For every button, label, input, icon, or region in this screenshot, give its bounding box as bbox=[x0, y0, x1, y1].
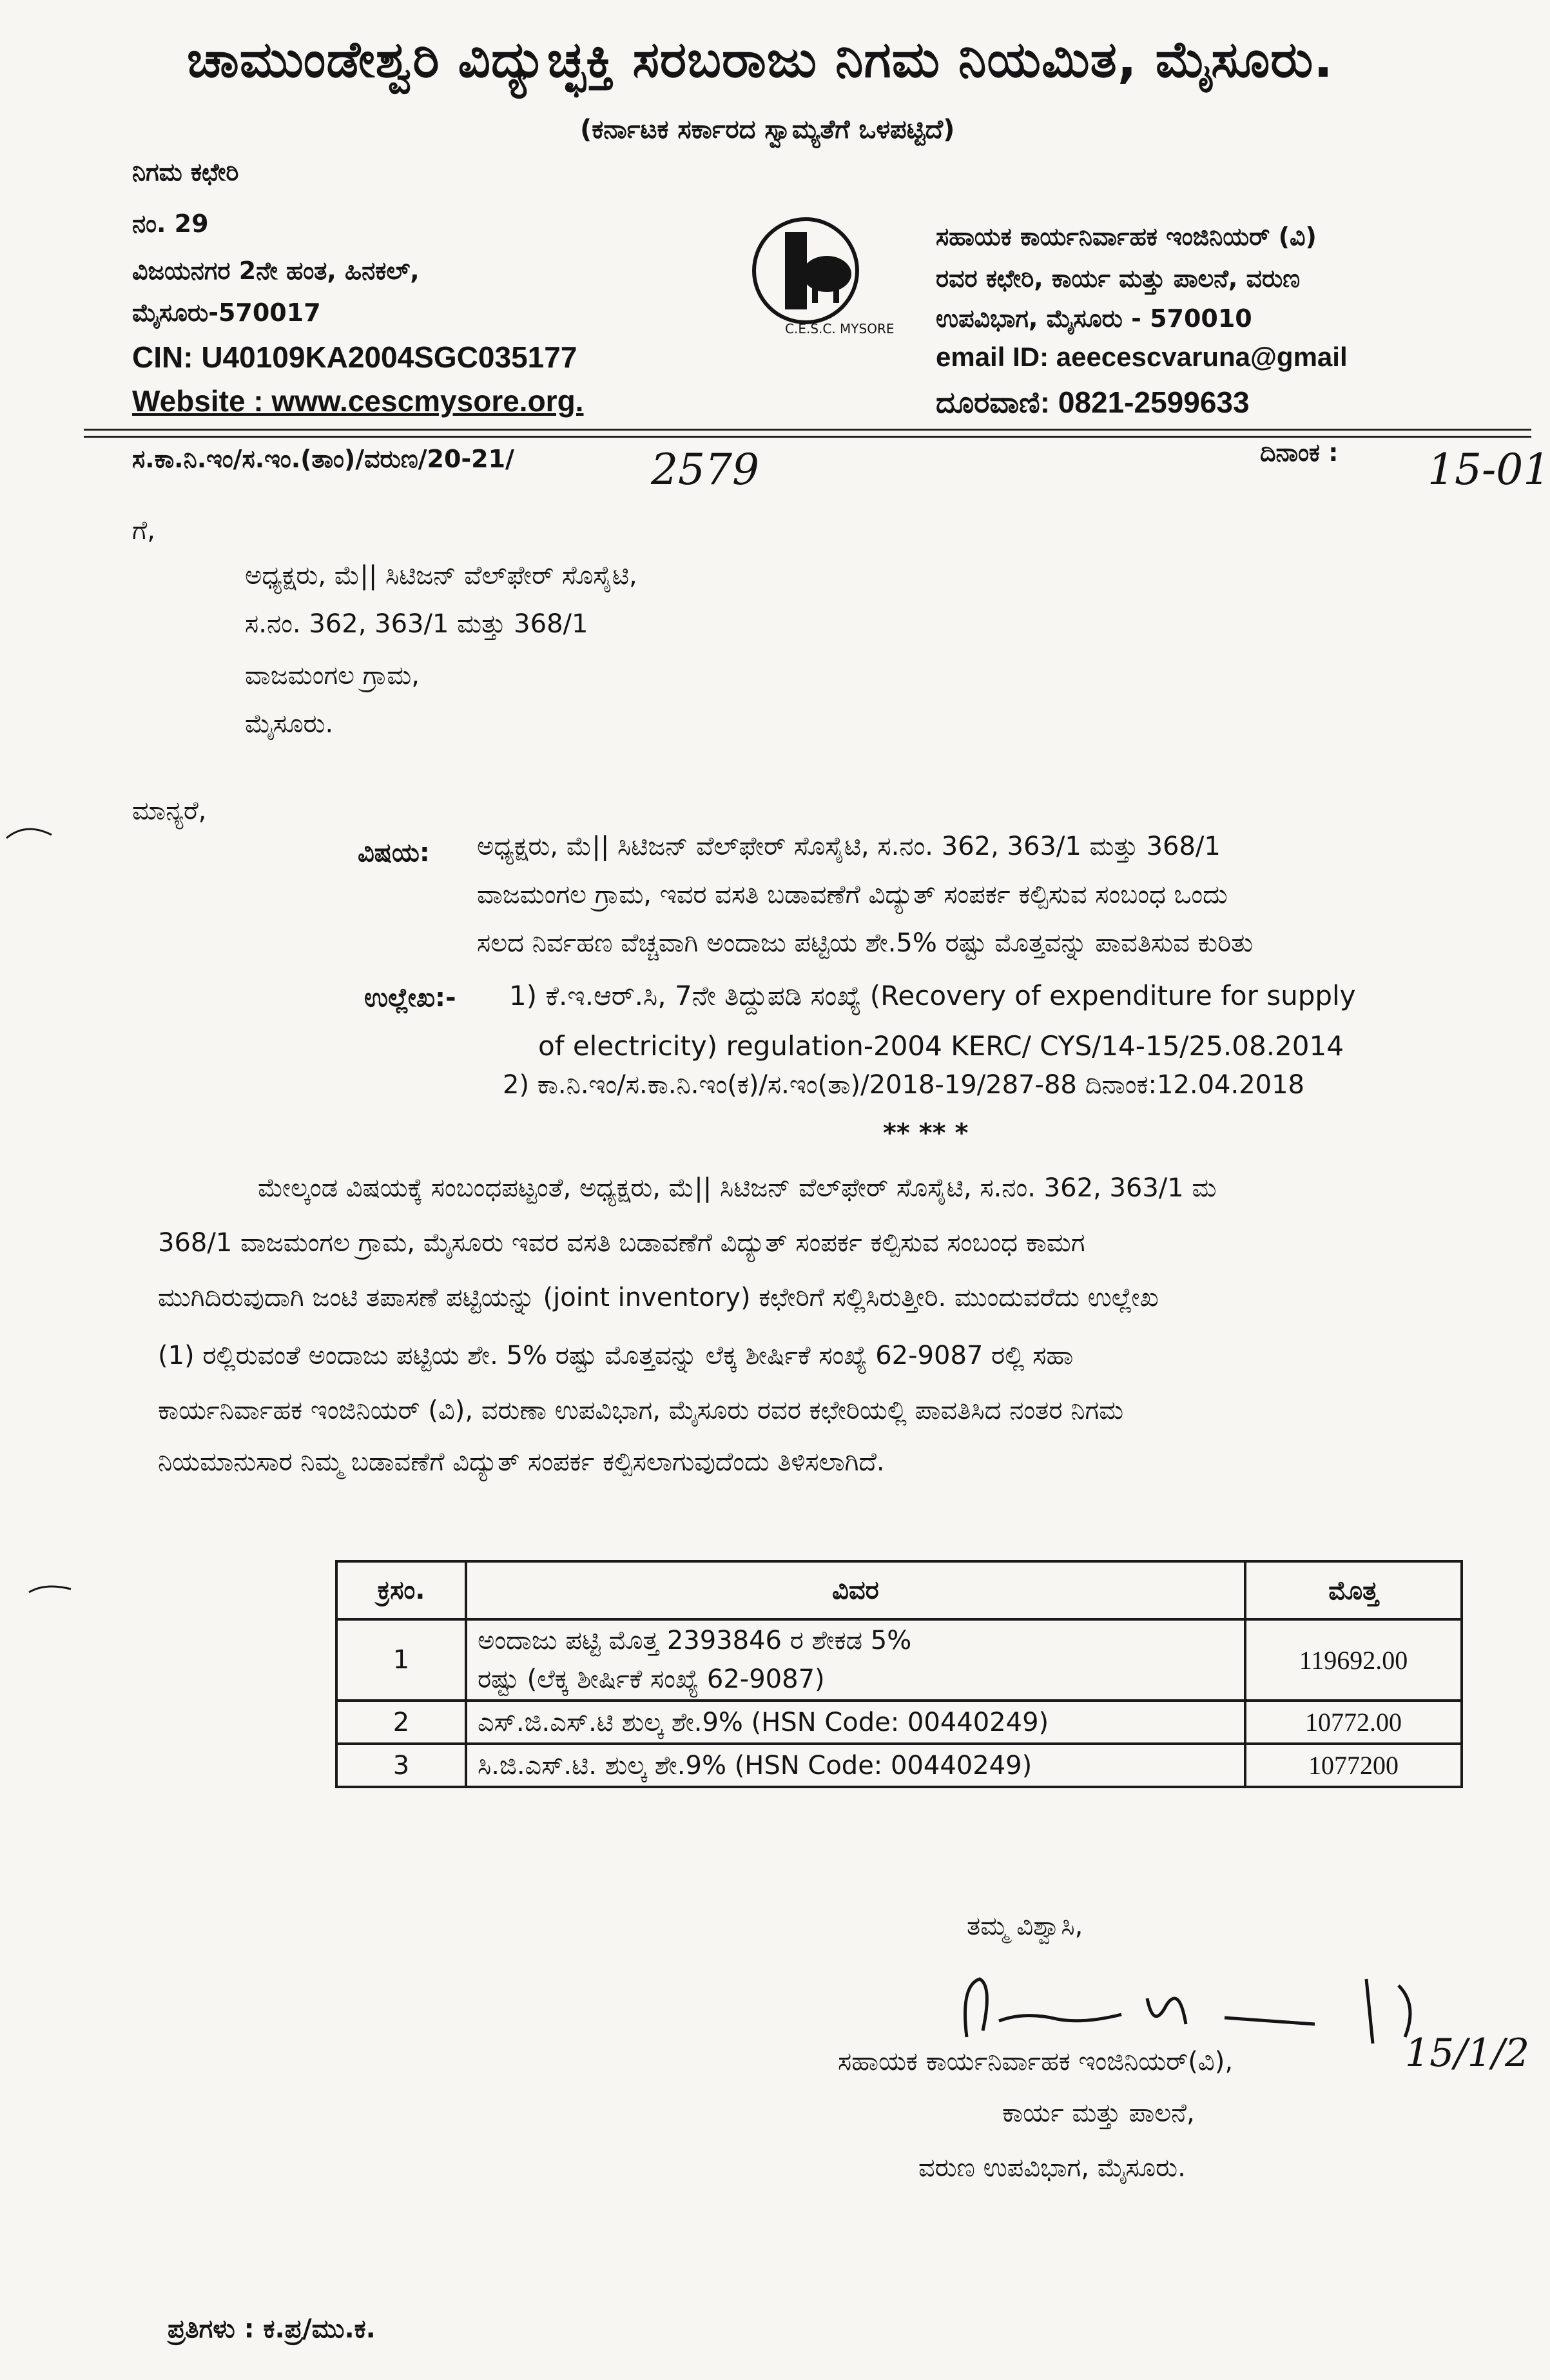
organization-subtitle: (ಕರ್ನಾಟಕ ಸರ್ಕಾರದ ಸ್ವಾಮ್ಯತೆಗೆ ಒಳಪಟ್ಟಿದೆ) bbox=[580, 115, 955, 144]
handwritten-signature bbox=[954, 1960, 1469, 2050]
handwritten-date: 15-01 bbox=[1428, 445, 1550, 494]
header-sl-no: ಕ್ರಸಂ. bbox=[336, 1561, 466, 1619]
row-details: ಸಿ.ಜಿ.ಎಸ್.ಟಿ. ಶುಲ್ಕ ಶೇ.9% (HSN Code: 00440249) bbox=[466, 1744, 1245, 1787]
table-row bbox=[336, 1744, 1462, 1787]
row-details bbox=[466, 1619, 1245, 1701]
office-address-line2: ಮೈಸೂರು-570017 bbox=[132, 298, 321, 327]
header-amount: ಮೊತ್ತ bbox=[1245, 1561, 1462, 1619]
margin-mark bbox=[26, 1579, 77, 1599]
signature-date: 15/1/2 bbox=[1405, 2031, 1530, 2076]
aee-office-line3: ಉಪವಿಭಾಗ, ಮೈಸೂರು - 570010 bbox=[936, 304, 1252, 333]
reference-2: 2) ಕಾ.ನಿ.ಇಂ/ಸ.ಕಾ.ನಿ.ಇಂ(ಕ)/ಸ.ಇಂ(ತಾ)/2018-19/287-88 ದಿನಾಂಕ:12.04.2018 bbox=[503, 1070, 1305, 1100]
table-row bbox=[336, 1701, 1462, 1744]
reference-number: ಸ.ಕಾ.ನಿ.ಇಂ/ಸ.ಇಂ.(ತಾಂ)/ವರುಣ/20-21/ bbox=[132, 445, 514, 473]
cin-number: CIN: U40109KA2004SGC035177 bbox=[132, 340, 577, 374]
email-id[interactable]: email ID: aeecescvaruna@gmail bbox=[936, 342, 1348, 372]
subject-line3: ಸಲದ ನಿರ್ವಹಣ ವೆಚ್ಚವಾಗಿ ಅಂದಾಜು ಪಟ್ಟಿಯ ಶೇ.5% ರಷ್ಟು ಮೊತ್ತವನ್ನು ಪಾವತಿಸುವ ಕುರಿತು bbox=[477, 928, 1254, 958]
reference-1a: 1) ಕೆ.ಇ.ಆರ್.ಸಿ, 7ನೇ ತಿದ್ದುಪಡಿ ಸಂಖ್ಯೆ (Recovery of expenditure for supply bbox=[509, 980, 1356, 1011]
aee-office-line2: ರವರ ಕಛೇರಿ, ಕಾರ್ಯ ಮತ್ತು ಪಾಲನೆ, ವರುಣ bbox=[936, 264, 1301, 293]
table-header-row bbox=[336, 1561, 1462, 1619]
reference-label: ಉಲ್ಲೇಖ:- bbox=[364, 983, 456, 1013]
office-address-line1: ವಿಜಯನಗರ 2ನೇ ಹಂತ, ಹಿನಕಲ್, bbox=[132, 257, 420, 285]
yours-faithfully: ತಮ್ಮ ವಿಶ್ವಾಸಿ, bbox=[967, 1911, 1083, 1941]
body-line-1: ಮೇಲ್ಕಂಡ ವಿಷಯಕ್ಕೆ ಸಂಬಂಧಪಟ್ಟಂತೆ, ಅಧ್ಯಕ್ಷರು, ಮೆ|| ಸಿಟಿಜನ್ ವೆಲ್‌ಫೇರ್ ಸೊಸೈಟಿ, ಸ.ನಂ. 362, 363/1 ಮ bbox=[258, 1173, 1217, 1203]
row-details: ಎಸ್.ಜಿ.ಎಸ್.ಟಿ ಶುಲ್ಕ ಶೇ.9% (HSN Code: 00440249) bbox=[466, 1701, 1245, 1744]
corporate-office-label: ನಿಗಮ ಕಛೇರಿ bbox=[132, 158, 239, 186]
row-sl-no: 3 bbox=[336, 1744, 466, 1787]
office-number: ನಂ. 29 bbox=[132, 210, 209, 238]
recipient-to: ಗೆ, bbox=[132, 516, 155, 545]
aee-office-line1: ಸಹಾಯಕ ಕಾರ್ಯನಿರ್ವಾಹಕ ಇಂಜಿನಿಯರ್ (ವಿ) bbox=[936, 222, 1317, 251]
header-rule-top bbox=[84, 429, 1531, 431]
row-details-line2: ರಷ್ಟು (ಲೆಕ್ಕ ಶೀರ್ಷಿಕೆ ಸಂಖ್ಯೆ 62-9087) bbox=[478, 1664, 825, 1694]
recipient-line3: ವಾಜಮಂಗಲ ಗ್ರಾಮ, bbox=[245, 661, 420, 690]
row-amount: 1077200 bbox=[1245, 1744, 1462, 1787]
row-details-line1: ಅಂದಾಜು ಪಟ್ಟಿ ಮೊತ್ತ 2393846 ರ ಶೇಕಡ 5% bbox=[478, 1626, 912, 1655]
subject-line1: ಅಧ್ಯಕ್ಷರು, ಮೆ|| ಸಿಟಿಜನ್ ವೆಲ್‌ಫೇರ್ ಸೊಸೈಟಿ, ಸ.ನಂ. 362, 363/1 ಮತ್ತು 368/1 bbox=[477, 832, 1221, 861]
row-sl-no: 1 bbox=[336, 1619, 466, 1701]
row-amount: 119692.00 bbox=[1245, 1619, 1462, 1701]
body-line-3: ಮುಗಿದಿರುವುದಾಗಿ ಜಂಟಿ ತಪಾಸಣೆ ಪಟ್ಟಿಯನ್ನು (joint inventory) ಕಛೇರಿಗೆ ಸಲ್ಲಿಸಿರುತ್ತೀರಿ. ಮುಂದುವರೆದು ಉಲ್ಲೇಖ bbox=[158, 1283, 1159, 1312]
fee-table bbox=[335, 1560, 1463, 1788]
margin-mark bbox=[0, 819, 58, 844]
subject-line2: ವಾಜಮಂಗಲ ಗ್ರಾಮ, ಇವರ ವಸತಿ ಬಡಾವಣೆಗೆ ವಿದ್ಯುತ್ ಸಂಪರ್ಕ ಕಲ್ಪಿಸುವ ಸಂಬಂಧ ಒಂದು bbox=[477, 880, 1228, 910]
row-amount: 10772.00 bbox=[1245, 1701, 1462, 1744]
recipient-line2: ಸ.ನಂ. 362, 363/1 ಮತ್ತು 368/1 bbox=[245, 609, 588, 639]
logo-text: C.E.S.C. MYSORE bbox=[785, 321, 895, 337]
table-row bbox=[336, 1619, 1462, 1701]
signatory-office: ವರುಣ ಉಪವಿಭಾಗ, ಮೈಸೂರು. bbox=[918, 2153, 1186, 2183]
body-line-5: ಕಾರ್ಯನಿರ್ವಾಹಕ ಇಂಜಿನಿಯರ್ (ವಿ), ವರುಣಾ ಉಪವಿಭಾಗ, ಮೈಸೂರು ರವರ ಕಛೇರಿಯಲ್ಲಿ ಪಾವತಿಸಿದ ನಂತರ ನಿಗಮ bbox=[158, 1396, 1124, 1425]
organization-name: ಚಾಮುಂಡೇಶ್ವರಿ ವಿದ್ಯುಚ್ಛಕ್ತಿ ಸರಬರಾಜು ನಿಗಮ ನಿಯಮಿತ, ಮೈಸೂರು. bbox=[187, 31, 1333, 89]
cesc-logo bbox=[746, 197, 895, 338]
reference-1b: of electricity) regulation-2004 KERC/ CYS/14-15/25.08.2014 bbox=[538, 1030, 1344, 1062]
header-details: ವಿವರ bbox=[466, 1561, 1245, 1619]
handwritten-letter-number: 2579 bbox=[651, 445, 759, 494]
body-line-4: (1) ರಲ್ಲಿರುವಂತೆ ಅಂದಾಜು ಪಟ್ಟಿಯ ಶೇ. 5% ರಷ್ಟು ಮೊತ್ತವನ್ನು ಲೆಕ್ಕ ಶೀರ್ಷಿಕೆ ಸಂಖ್ಯೆ 62-9087 ರಲ್ಲಿ ಸಹಾ bbox=[158, 1341, 1074, 1370]
recipient-line1: ಅಧ್ಯಕ್ಷರು, ಮೆ|| ಸಿಟಿಜನ್ ವೆಲ್‌ಫೇರ್ ಸೊಸೈಟಿ, bbox=[245, 561, 637, 590]
recipient-line4: ಮೈಸೂರು. bbox=[245, 709, 334, 739]
body-line-2: 368/1 ವಾಜಮಂಗಲ ಗ್ರಾಮ, ಮೈಸೂರು ಇವರ ವಸತಿ ಬಡಾವಣೆಗೆ ವಿದ್ಯುತ್ ಸಂಪರ್ಕ ಕಲ್ಪಿಸುವ ಸಂಬಂಧ ಕಾಮಗ bbox=[158, 1228, 1085, 1258]
copy-to: ಪ್ರತಿಗಳು : ಕ.ಪ್ರ/ಮು.ಕ. bbox=[168, 2314, 376, 2344]
header-rule-bottom bbox=[84, 436, 1531, 438]
subject-label: ವಿಷಯ: bbox=[358, 838, 430, 868]
row-sl-no: 2 bbox=[336, 1701, 466, 1744]
body-line-6: ನಿಯಮಾನುಸಾರ ನಿಮ್ಮ ಬಡಾವಣೆಗೆ ವಿದ್ಯುತ್ ಸಂಪರ್ಕ ಕಲ್ಪಿಸಲಾಗುವುದೆಂದು ತಿಳಿಸಲಾಗಿದೆ. bbox=[158, 1447, 885, 1477]
salutation: ಮಾನ್ಯರೆ, bbox=[132, 796, 207, 826]
website-link[interactable]: Website : www.cescmysore.org. bbox=[132, 384, 584, 418]
phone-number: ದೂರವಾಣಿ: 0821-2599633 bbox=[936, 385, 1250, 419]
signatory-designation: ಸಹಾಯಕ ಕಾರ್ಯನಿರ್ವಾಹಕ ಇಂಜಿನಿಯರ್(ವಿ), bbox=[838, 2047, 1234, 2076]
separator-stars: ** ** * bbox=[883, 1118, 969, 1148]
signatory-unit: ಕಾರ್ಯ ಮತ್ತು ಪಾಲನೆ, bbox=[1002, 2098, 1195, 2128]
date-label: ದಿನಾಂಕ : bbox=[1260, 438, 1339, 467]
